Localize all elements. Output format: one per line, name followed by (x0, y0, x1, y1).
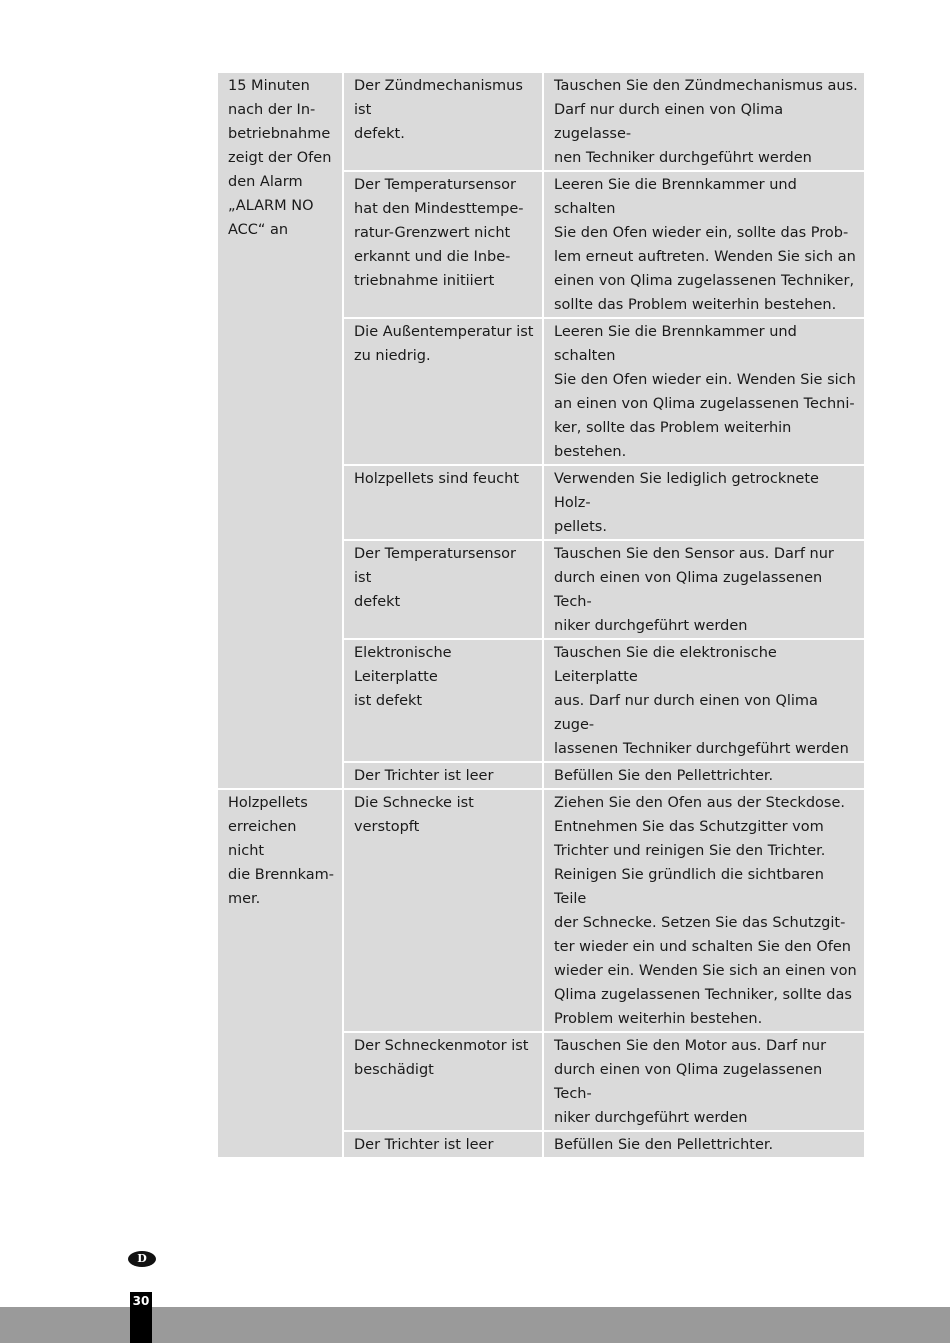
cause-cell: Der Trichter ist leer (342, 761, 542, 788)
cause-cell: Die Außentemperatur ist zu niedrig. (342, 317, 542, 464)
remedy-cell: Tauschen Sie den Motor aus. Darf nur durch einen von Qlima zugelassenen Tech- niker durchgeführt werden (542, 1031, 864, 1130)
remedy-cell: Tauschen Sie den Sensor aus. Darf nur durch einen von Qlima zugelassenen Tech- niker durchgeführt werden (542, 539, 864, 638)
cause-cell: Elektronische Leiterplatte ist defekt (342, 638, 542, 761)
cause-cell: Der Temperatursensor ist defekt (342, 539, 542, 638)
remedy-cell: Ziehen Sie den Ofen aus der Steckdose. Entnehmen Sie das Schutzgitter vom Trichter und reinigen Sie den Trichter. Reinigen Sie gründlich die sichtbaren Teile der Schnecke. Setzen Sie das Schutzgit- ter wieder ein und schalten Sie den Ofen wieder ein. Wenden Sie sich an einen von Qlima zugelassenen Techniker, sollte das Problem weiterhin bestehen. (542, 788, 864, 1031)
symptom-cell: Holzpellets erreichen nicht die Brennkam- mer. (218, 788, 342, 1157)
page-number: 30 (132, 1294, 150, 1308)
cause-cell: Der Trichter ist leer (342, 1130, 542, 1157)
symptom-cell: 15 Minuten nach der In- betriebnahme zeigt der Ofen den Alarm „ALARM NO ACC“ an (218, 73, 342, 788)
remedy-cell: Leeren Sie die Brennkammer und schalten Sie den Ofen wieder ein, sollte das Prob- lem erneut auftreten. Wenden Sie sich an einen von Qlima zugelassenen Techniker, sollte das Problem weiterhin bestehen. (542, 170, 864, 317)
cause-cell: Der Schneckenmotor ist beschädigt (342, 1031, 542, 1130)
language-badge: D (128, 1251, 156, 1267)
remedy-cell: Tauschen Sie den Zündmechanismus aus. Darf nur durch einen von Qlima zugelasse- nen Techniker durchgeführt werden (542, 73, 864, 170)
cause-cell: Holzpellets sind feucht (342, 464, 542, 539)
remedy-cell: Befüllen Sie den Pellettrichter. (542, 1130, 864, 1157)
table-row (218, 73, 864, 170)
table-row (218, 788, 864, 1031)
remedy-cell: Leeren Sie die Brennkammer und schalten Sie den Ofen wieder ein. Wenden Sie sich an einen von Qlima zugelassenen Techni- ker, sollte das Problem weiterhin bestehen. (542, 317, 864, 464)
cause-cell: Der Temperatursensor hat den Mindesttempe- ratur-Grenzwert nicht erkannt und die Inbe- triebnahme initiiert (342, 170, 542, 317)
cause-cell: Die Schnecke ist verstopft (342, 788, 542, 1031)
remedy-cell: Befüllen Sie den Pellettrichter. (542, 761, 864, 788)
remedy-cell: Verwenden Sie lediglich getrocknete Holz- pellets. (542, 464, 864, 539)
remedy-cell: Tauschen Sie die elektronische Leiterplatte aus. Darf nur durch einen von Qlima zuge- lassenen Techniker durchgeführt werden (542, 638, 864, 761)
cause-cell: Der Zündmechanismus ist defekt. (342, 73, 542, 170)
troubleshooting-table (218, 73, 864, 1157)
